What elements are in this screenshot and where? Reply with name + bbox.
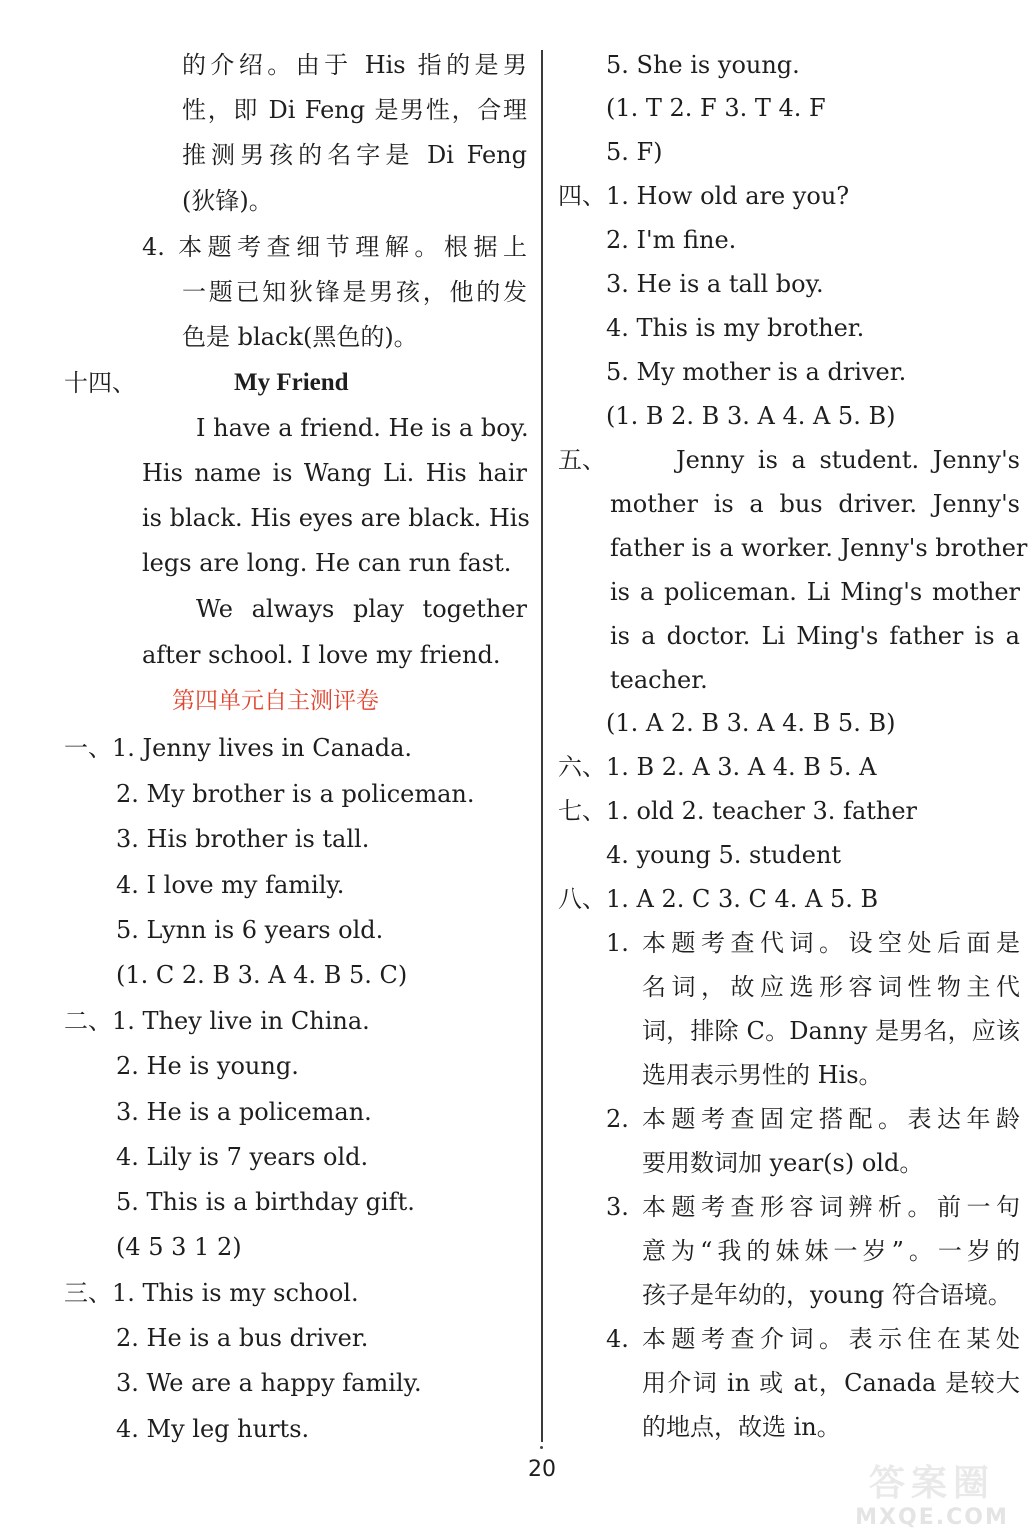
page-number: 20: [528, 1457, 556, 1482]
answer-line: 2. He is a bus driver.: [116, 1324, 369, 1352]
answer-key: (1. C 2. B 3. A 4. B 5. C): [116, 961, 408, 989]
essay-line: We always play together: [196, 595, 527, 623]
passage-line: is a doctor. Li Ming's father is a: [610, 622, 1020, 650]
explanation-line: 一题已知狄锋是男孩，他的发: [182, 278, 527, 306]
explanation-line: 的地点，故选 in。: [642, 1413, 841, 1441]
passage-line: teacher.: [610, 666, 708, 694]
answer-key: (1. T 2. F 3. T 4. F: [606, 94, 826, 122]
essay-line: after school. I love my friend.: [142, 641, 501, 669]
essay-line: legs are long. He can run fast.: [142, 549, 512, 577]
answer-line: 3. We are a happy family.: [116, 1369, 422, 1397]
passage-line: mother is a bus driver. Jenny's: [610, 490, 1020, 518]
answer-line: 四、1. How old are you?: [558, 182, 850, 210]
essay-line: is black. His eyes are black. His: [142, 504, 530, 532]
passage-line: Jenny is a student. Jenny's: [676, 446, 1020, 474]
explanation-line: 要用数词加 year(s) old。: [642, 1149, 924, 1177]
essay-line: His name is Wang Li. His hair: [142, 459, 527, 487]
answer-key: (1. B 2. B 3. A 4. A 5. B): [606, 402, 896, 430]
explanation-line: 孩子是年幼的，young 符合语境。: [642, 1281, 1012, 1309]
answer-line: 5. My mother is a driver.: [606, 358, 907, 386]
explanation-line: 用介词 in 或 at，Canada 是较大: [642, 1369, 1020, 1397]
section-number: 五、: [558, 446, 606, 474]
answer-line: 3. He is a tall boy.: [606, 270, 824, 298]
answer-line: 3. His brother is tall.: [116, 825, 370, 853]
answer-line: 八、1. A 2. C 3. C 4. A 5. B: [558, 885, 879, 913]
explanation-line: (狄锋)。: [182, 187, 273, 215]
page-dot: [540, 1446, 543, 1449]
explanation-line: 3. 本题考查形容词辨析。前一句: [606, 1193, 1020, 1221]
explanation-line: 的介绍。由于 His 指的是男: [182, 51, 527, 79]
answer-line: 2. My brother is a policeman.: [116, 780, 475, 808]
explanation-line: 名词，故应选形容词性物主代: [642, 973, 1020, 1001]
explanation-line: 性，即 Di Feng 是男性，合理: [182, 96, 527, 124]
explanation-line: 推测男孩的名字是 Di Feng: [182, 141, 527, 169]
answer-key: 5. F): [606, 138, 663, 166]
explanation-line: 选用表示男性的 His。: [642, 1061, 883, 1089]
answer-line: 2. I'm fine.: [606, 226, 737, 254]
answer-line: 4. I love my family.: [116, 871, 345, 899]
answer-line: 2. He is young.: [116, 1052, 299, 1080]
answer-line: 六、1. B 2. A 3. A 4. B 5. A: [558, 753, 877, 781]
explanation-line: 2. 本题考查固定搭配。表达年龄: [606, 1105, 1020, 1133]
essay-title: My Friend: [234, 369, 349, 396]
answer-line: 4. young 5. student: [606, 841, 842, 869]
answer-line: 5. This is a birthday gift.: [116, 1188, 415, 1216]
column-divider: [541, 50, 543, 1442]
answer-line: 二、1. They live in China.: [64, 1007, 370, 1035]
answer-key: (1. A 2. B 3. A 4. B 5. B): [606, 709, 896, 737]
answer-line: 一、1. Jenny lives in Canada.: [64, 734, 413, 762]
watermark-text: 答案圈: [868, 1463, 995, 1504]
unit-title: 第四单元自主测评卷: [172, 688, 379, 714]
passage-line: father is a worker. Jenny's brother: [610, 534, 1028, 562]
explanation-line: 4. 本题考查介词。表示住在某处: [606, 1325, 1020, 1353]
essay-line: I have a friend. He is a boy.: [196, 414, 529, 442]
answer-line: 三、1. This is my school.: [64, 1279, 359, 1307]
answer-line: 5. She is young.: [606, 51, 800, 79]
watermark-logo: [836, 1462, 1028, 1532]
answer-line: 4. Lily is 7 years old.: [116, 1143, 369, 1171]
answer-line: 4. My leg hurts.: [116, 1415, 310, 1443]
explanation-line: 词，排除 C。Danny 是男名，应该: [642, 1017, 1020, 1045]
explanation-line: 1. 本题考查代词。设空处后面是: [606, 929, 1020, 957]
explanation-line: 色是 black(黑色的)。: [182, 323, 418, 351]
explanation-line: 4. 本题考查细节理解。根据上: [142, 233, 527, 261]
answer-line: 5. Lynn is 6 years old.: [116, 916, 384, 944]
explanation-line: 意为“我的妹妹一岁”。一岁的: [642, 1237, 1020, 1265]
passage-line: is a policeman. Li Ming's mother: [610, 578, 1020, 606]
answer-line: 七、1. old 2. teacher 3. father: [558, 797, 918, 825]
watermark-url: MXQE.COM: [855, 1505, 1009, 1530]
section-number: 十四、: [64, 369, 136, 397]
answer-key: (4 5 3 1 2): [116, 1233, 242, 1261]
answer-line: 3. He is a policeman.: [116, 1098, 372, 1126]
answer-line: 4. This is my brother.: [606, 314, 865, 342]
